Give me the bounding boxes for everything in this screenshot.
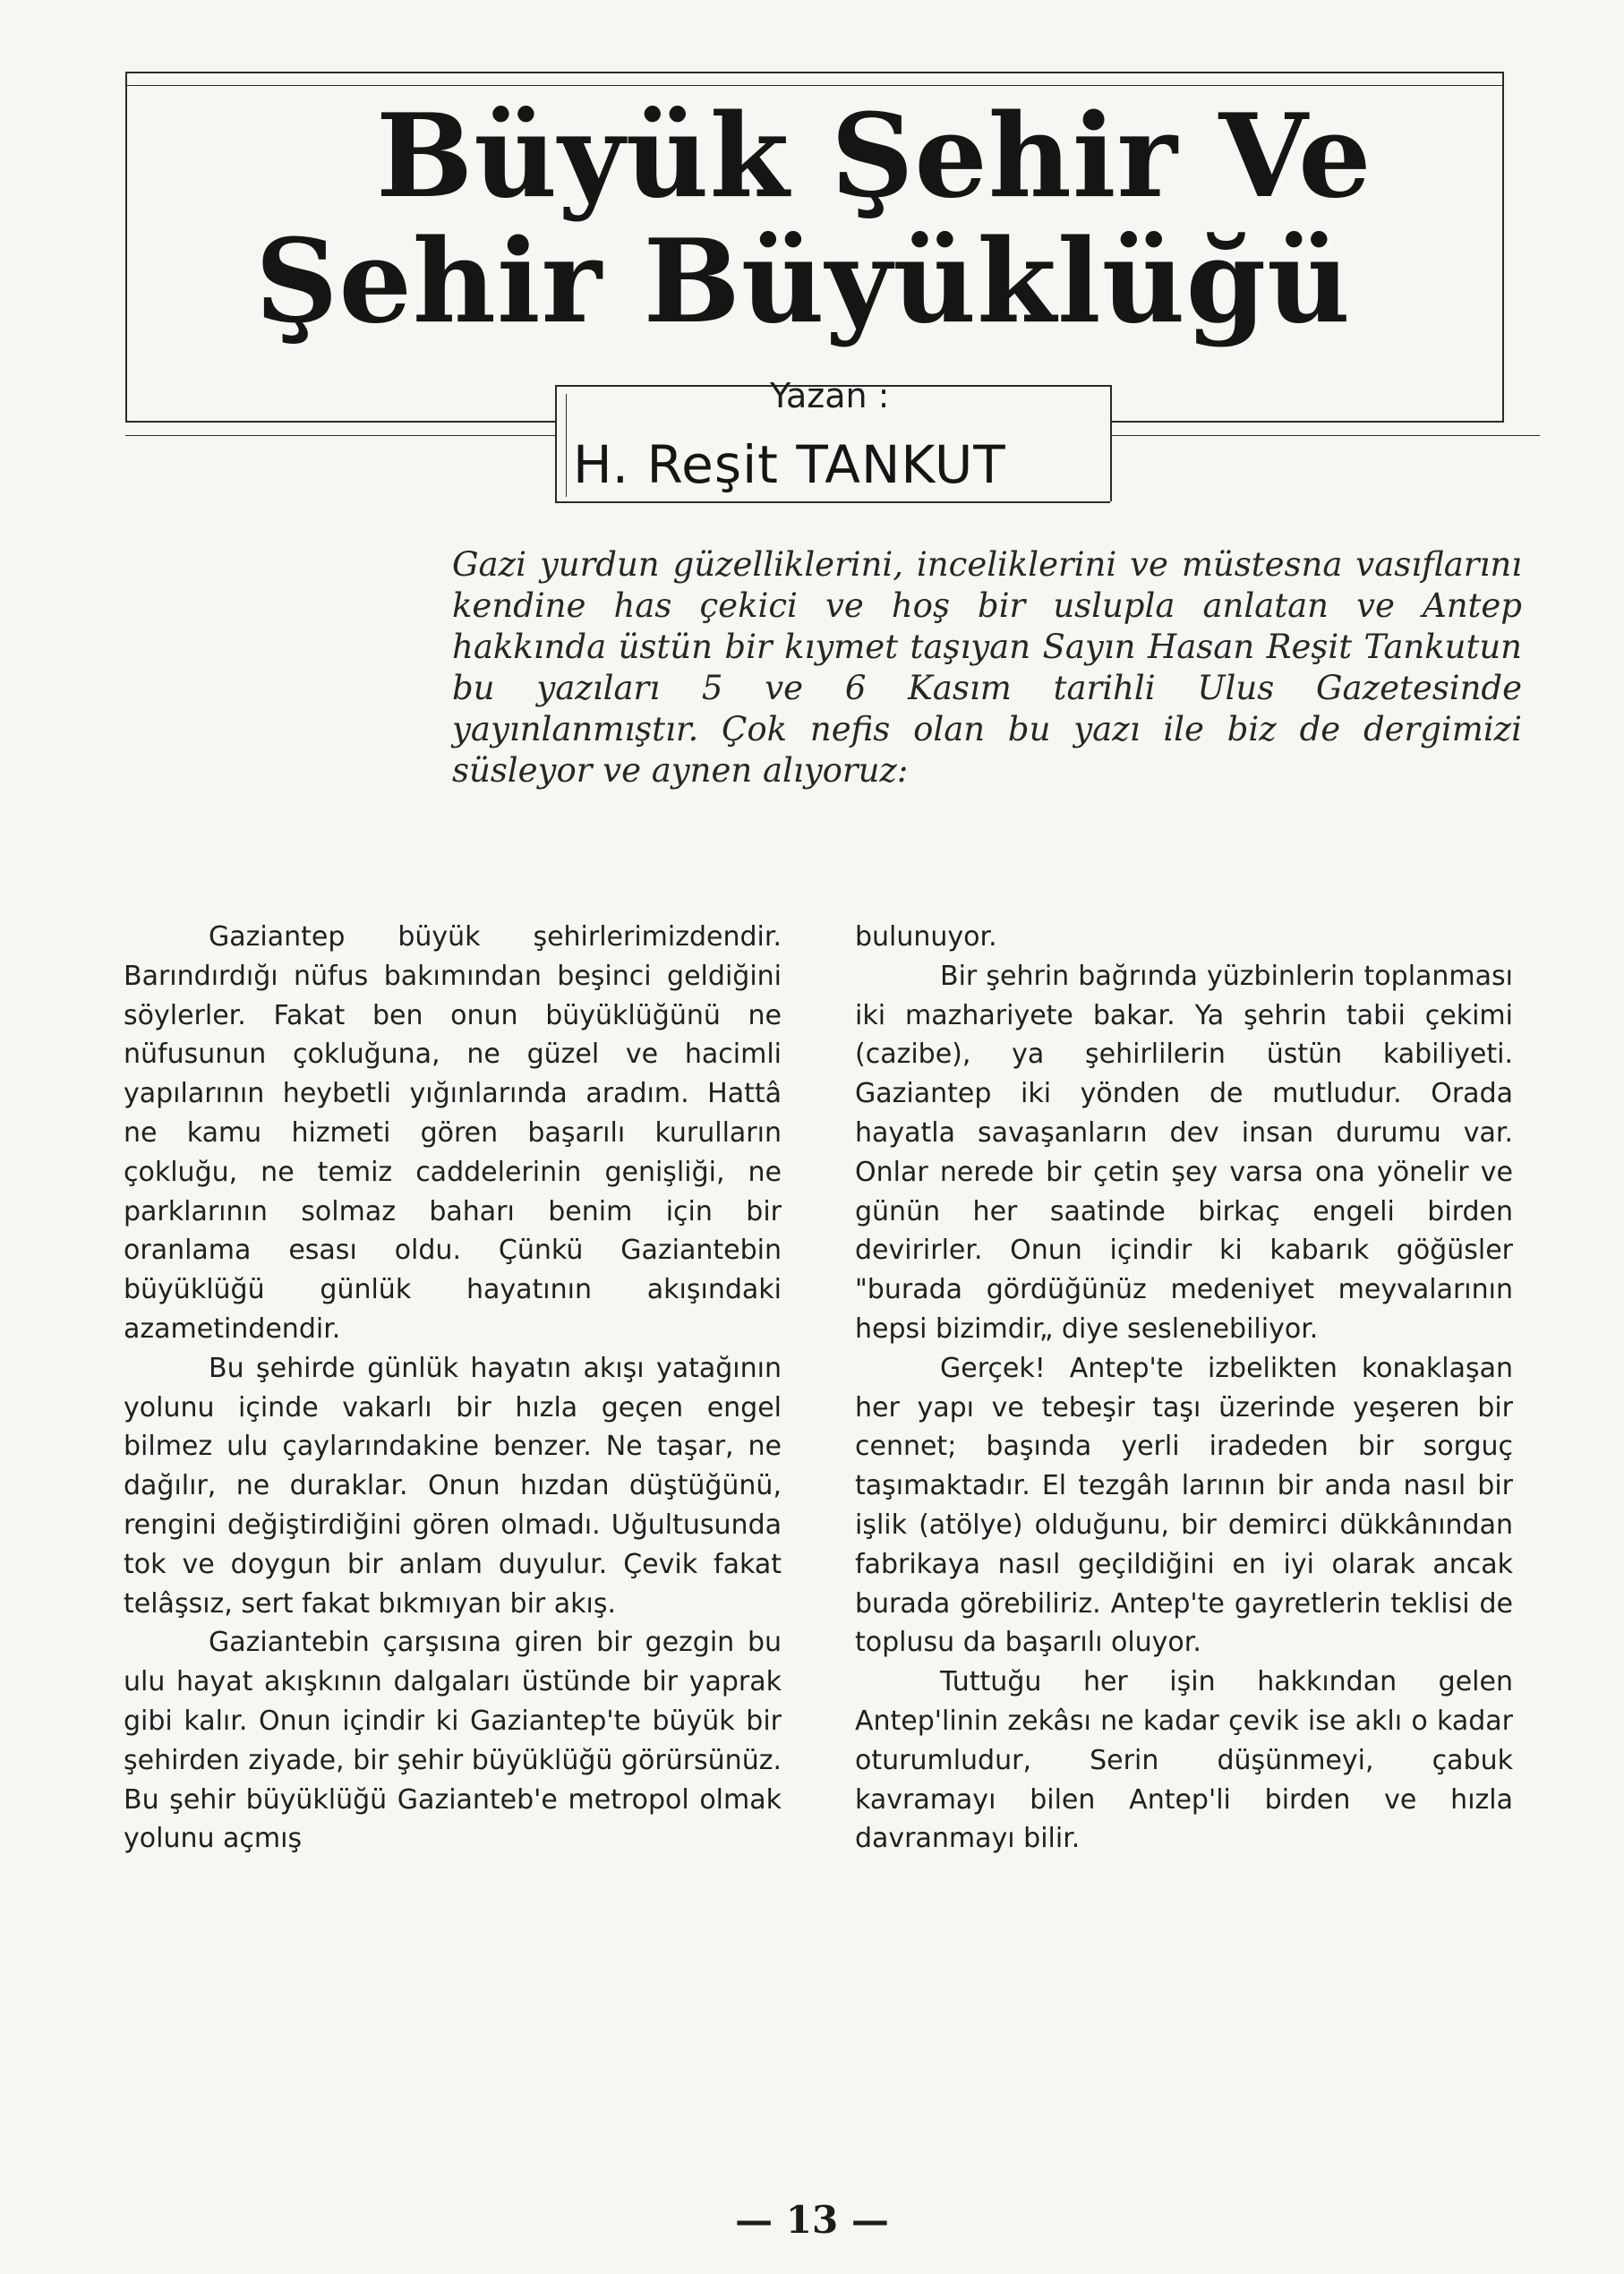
frame-bottom-rule-left	[125, 421, 555, 423]
paragraph: Gaziantep büyük şehirlerimizdendir. Barındırdığı nüfus bakımından beşinci geldiğini söylerler. Fakat ben onun büyüklüğünü ne nüfusunun çokluğuna, ne güzel ve hacimli yapılarının heybetli yığınlarında aradım. Hattâ ne kamu hizmeti gören başarılı kurulların çokluğu, ne temiz caddelerinin genişliği, ne parklarının solmaz baharı benim için bir oranlama esası oldu. Çünkü Gaziantebin büyüklüğü günlük hayatının akışındaki azametindendir.	[124, 921, 782, 1345]
title-line-1: Büyük Şehir Ve	[376, 90, 1372, 224]
author-box-bottom	[555, 501, 1110, 503]
article-title	[237, 90, 1428, 349]
frame-bottom-rule-right	[1110, 421, 1504, 423]
frame-top-rule	[125, 72, 1504, 73]
frame-left-rule	[125, 72, 127, 421]
page-number: — 13 —	[735, 2198, 889, 2242]
author-box-left-inner	[566, 394, 567, 497]
right-column	[855, 918, 1513, 1859]
paragraph: Gerçek! Antep'te izbelikten konaklaşan her yapı ve tebeşir taşı üzerinde yeşeren bir cennet; başında yerli iradeden bir sorguç taşımaktadır. El tezgâh larının bir anda nasıl bir işlik (atölye) olduğunu, bir demirci dükkânından fabrikaya nasıl geçildiğini en iyi olarak ancak burada görebiliriz. Antep'te gayretlerin teklisi de toplusu da başarılı oluyor.	[855, 1352, 1513, 1659]
byline-label: Yazan :	[770, 376, 890, 415]
paragraph: Tuttuğu her işin hakkından gelen Antep'linin zekâsı ne kadar çevik ise aklı o kadar oturumludur, Serin düşünmeyi, çabuk kavramayı bilen Antep'li birden ve hızla davranmayı bilir.	[855, 1666, 1513, 1855]
left-column	[124, 918, 782, 1859]
author-name: H. Reşit TANKUT	[573, 434, 1006, 495]
paragraph-continued: bulunuyor.	[855, 921, 997, 953]
paragraph: Gaziantebin çarşısına giren bir gezgin bu ulu hayat akışkının dalgaları üstünde bir yaprak gibi kalır. Onun içindir ki Gaziantep'te büyük bir şehirden ziyade, bir şehir büyüklüğü görürsünüz. Bu şehir büyüklüğü Gazianteb'e metropol olmak yolunu açmış	[124, 1627, 782, 1855]
frame-right-rule	[1502, 72, 1504, 421]
author-box-right	[1110, 385, 1112, 501]
author-box-left	[555, 385, 557, 501]
intro-paragraph: Gazi yurdun güzelliklerini, inceliklerini ve müstesna vasıflarını kendine has çekici ve hoş bir uslupla anlatan ve Antep hakkında üstün bir kıymet taşıyan Sayın Hasan Reşit Tankutun bu yazıları 5 ve 6 Kasım tarihli Ulus Gazetesinde yayınlanmıştır. Çok nefis olan bu yazı ile biz de dergimizi süsleyor ve aynen alıyoruz:	[452, 545, 1522, 790]
frame-top-rule-inner	[125, 85, 1504, 86]
frame-underline-right	[1110, 435, 1540, 436]
frame-underline-left	[125, 435, 555, 436]
title-line-2: Şehir Büyüklüğü	[255, 215, 1352, 349]
paragraph: Bu şehirde günlük hayatın akışı yatağının yolunu içinde vakarlı bir hızla geçen engel bilmez ulu çaylarındakine benzer. Ne taşar, ne dağılır, ne duraklar. Onun hızdan düştüğünü, rengini değiştirdiğini gören olmadı. Uğultusunda tok ve doygun bir anlam duyulur. Çevik fakat telâşsız, sert fakat bıkmıyan bir akış.	[124, 1352, 782, 1620]
paragraph: Bir şehrin bağrında yüzbinlerin toplanması iki mazhariyete bakar. Ya şehrin tabii çekimi (cazibe), ya şehirlilerin üstün kabiliyeti. Gaziantep iki yönden de mutludur. Orada hayatla savaşanların dev insan durumu var. Onlar nerede bir çetin şey varsa ona yönelir ve günün her saatinde birkaç engeli birden devirirler. Onun içindir ki kabarık göğüsler "burada gördüğünüz medeniyet meyvalarının hepsi bizimdir„ diye seslenebiliyor.	[855, 960, 1513, 1345]
